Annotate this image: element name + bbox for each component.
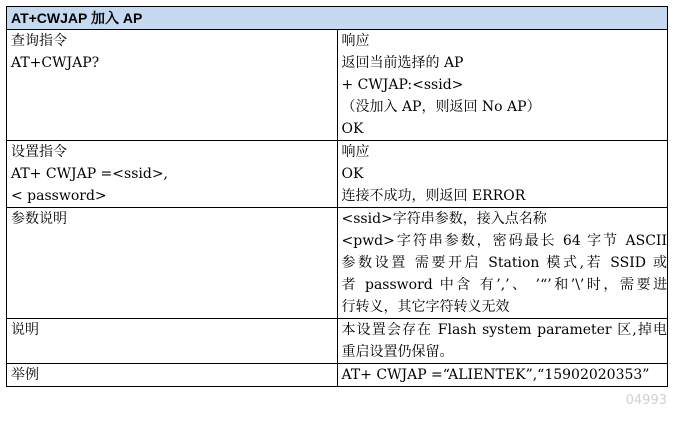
cell-text: 说明 xyxy=(11,322,39,338)
cell-example-value xyxy=(337,364,668,387)
cell-text: AT+CWJAP? xyxy=(11,55,100,71)
cell-text: OK xyxy=(341,166,364,182)
table-row-example xyxy=(7,364,668,387)
table-row-note xyxy=(7,319,668,364)
cell-text: AT+ CWJAP =<ssid>, xyxy=(11,166,169,182)
cell-set-response xyxy=(337,141,668,208)
cell-text: 参数说明 xyxy=(11,211,67,227)
watermark: 04993 xyxy=(625,393,667,408)
cell-example-label xyxy=(7,364,338,387)
at-command-table xyxy=(6,6,668,387)
table-row-params xyxy=(7,208,668,319)
cell-text: 响应 xyxy=(341,144,370,160)
cell-text: AT+ CWJAP =“ALIENTEK”,“15902020353” xyxy=(341,367,650,383)
cell-text: 查询指令 xyxy=(11,33,67,49)
cell-text: 行转义，其它字符转义无效 xyxy=(341,299,510,315)
cell-text: OK xyxy=(341,121,364,137)
cell-text: 举例 xyxy=(11,367,39,383)
cell-text: 重启设置仍保留。 xyxy=(341,344,454,360)
cell-text: <pwd>字符串参数，密码最长 64 字节 ASCII xyxy=(341,233,667,249)
cell-query-response xyxy=(337,30,668,141)
cell-text: 参数设置 需要开启 Station 模式,若 SSID 或 xyxy=(341,255,667,271)
cell-text: 响应 xyxy=(341,33,370,49)
cell-params-label xyxy=(7,208,338,319)
table-title: AT+CWJAP 加入 AP xyxy=(7,7,668,30)
cell-params-desc xyxy=(337,208,668,319)
cell-text: 者 password 中含 有’,’、 ’“’和’\’时，需要进 xyxy=(341,277,667,293)
cell-text: （没加入 AP，则返回 No AP） xyxy=(341,99,541,115)
table-title-row xyxy=(7,7,668,30)
cell-text: 连接不成功，则返回 ERROR xyxy=(341,188,526,204)
cell-text: 本设置会存在 Flash system parameter 区,掉电 xyxy=(341,322,667,338)
cell-query-command xyxy=(7,30,338,141)
table-row-query xyxy=(7,30,668,141)
cell-text: + CWJAP:<ssid> xyxy=(341,77,464,93)
cell-text: 设置指令 xyxy=(11,144,67,160)
cell-note-label xyxy=(7,319,338,364)
cell-text: < password> xyxy=(11,188,107,204)
cell-note-desc xyxy=(337,319,668,364)
table-row-set xyxy=(7,141,668,208)
cell-text: <ssid>字符串参数，接入点名称 xyxy=(341,211,547,227)
cell-set-command xyxy=(7,141,338,208)
cell-text: 返回当前选择的 AP xyxy=(341,55,464,71)
